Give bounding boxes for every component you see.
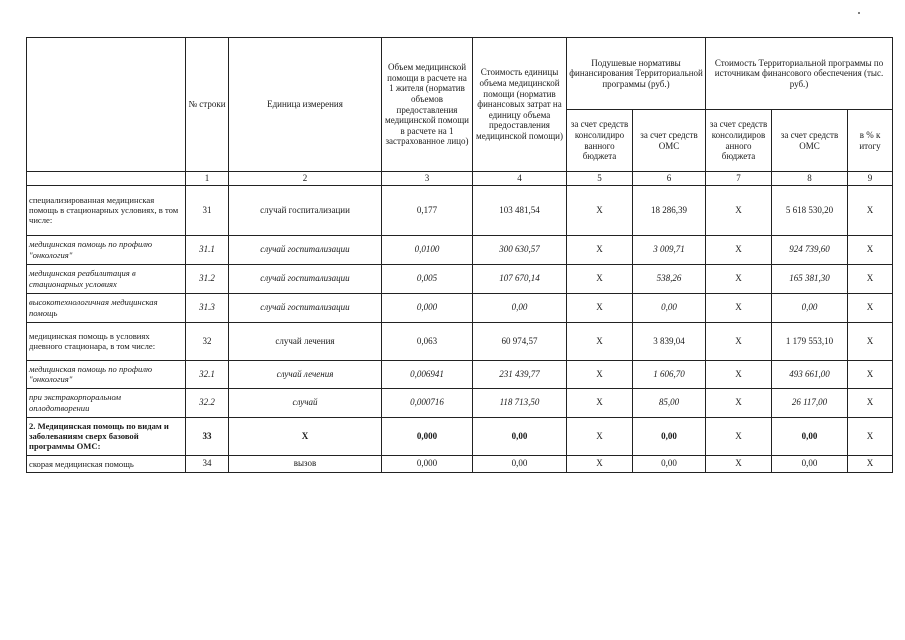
row-consol-budget: X bbox=[567, 185, 633, 235]
table-row bbox=[27, 388, 893, 417]
row-oms-total: 5 618 530,20 bbox=[772, 185, 848, 235]
row-cost: 118 713,50 bbox=[473, 388, 567, 417]
header-row-no: № строки bbox=[186, 38, 229, 172]
row-consol-budget-total: X bbox=[706, 264, 772, 293]
row-oms: 0,00 bbox=[633, 293, 706, 322]
header-unit: Единица измерения bbox=[229, 38, 382, 172]
col-number: 3 bbox=[382, 172, 473, 186]
row-oms: 3 009,71 bbox=[633, 235, 706, 264]
row-unit: случай bbox=[229, 388, 382, 417]
row-percent: X bbox=[848, 360, 893, 388]
row-volume: 0,0100 bbox=[382, 235, 473, 264]
row-consol-budget: X bbox=[567, 455, 633, 472]
row-cost: 0,00 bbox=[473, 417, 567, 455]
col-number: 9 bbox=[848, 172, 893, 186]
row-name: скорая медицинская помощь bbox=[27, 455, 186, 472]
row-number: 33 bbox=[186, 417, 229, 455]
table-row bbox=[27, 293, 893, 322]
row-unit: вызов bbox=[229, 455, 382, 472]
row-volume: 0,000 bbox=[382, 293, 473, 322]
row-unit: случай госпитализации bbox=[229, 185, 382, 235]
row-consol-budget: X bbox=[567, 322, 633, 360]
row-name: медицинская реабилитация в стационарных условиях bbox=[27, 264, 186, 293]
row-cost: 60 974,57 bbox=[473, 322, 567, 360]
col-number: 1 bbox=[186, 172, 229, 186]
row-consol-budget-total: X bbox=[706, 322, 772, 360]
row-consol-budget-total: X bbox=[706, 293, 772, 322]
header-consol-budget-a: за счет средств консолидиро ванного бюджета bbox=[567, 110, 633, 172]
row-oms-total: 1 179 553,10 bbox=[772, 322, 848, 360]
table-row bbox=[27, 264, 893, 293]
header-oms-a: за счет средств ОМС bbox=[633, 110, 706, 172]
header-percent: в % к итогу bbox=[848, 110, 893, 172]
row-unit: случай госпитализации bbox=[229, 264, 382, 293]
row-name: медицинская помощь по профилю "онкология" bbox=[27, 235, 186, 264]
row-oms-total: 0,00 bbox=[772, 293, 848, 322]
row-oms: 0,00 bbox=[633, 417, 706, 455]
table-row bbox=[27, 417, 893, 455]
row-consol-budget: X bbox=[567, 293, 633, 322]
row-unit: X bbox=[229, 417, 382, 455]
row-cost: 0,00 bbox=[473, 455, 567, 472]
row-percent: X bbox=[848, 322, 893, 360]
row-unit: случай лечения bbox=[229, 322, 382, 360]
column-number-row bbox=[27, 172, 893, 186]
row-cost: 103 481,54 bbox=[473, 185, 567, 235]
header-per-capita: Подушевые нормативы финансирования Территориальной программы (руб.) bbox=[567, 38, 706, 110]
header-program-cost: Стоимость Территориальной программы по источникам финансового обеспечения (тыс. руб.) bbox=[706, 38, 893, 110]
row-unit: случай лечения bbox=[229, 360, 382, 388]
header-consol-budget-b: за счет средств консолидиров анного бюджета bbox=[706, 110, 772, 172]
row-consol-budget: X bbox=[567, 264, 633, 293]
row-number: 31.2 bbox=[186, 264, 229, 293]
col-number-blank bbox=[27, 172, 186, 186]
row-consol-budget: X bbox=[567, 388, 633, 417]
row-percent: X bbox=[848, 185, 893, 235]
row-cost: 107 670,14 bbox=[473, 264, 567, 293]
col-number: 2 bbox=[229, 172, 382, 186]
row-name: медицинская помощь по профилю "онкология" bbox=[27, 360, 186, 388]
table-row bbox=[27, 185, 893, 235]
row-name: высокотехнологичная медицинская помощь bbox=[27, 293, 186, 322]
header-cost: Стоимость единицы объема медицинской помощи (норматив финансовых затрат на единицу объема предоставления медицинской помощи) bbox=[473, 38, 567, 172]
row-percent: X bbox=[848, 293, 893, 322]
financing-table bbox=[26, 37, 893, 473]
row-cost: 0,00 bbox=[473, 293, 567, 322]
row-volume: 0,177 bbox=[382, 185, 473, 235]
row-oms: 1 606,70 bbox=[633, 360, 706, 388]
row-name: специализированная медицинская помощь в стационарных условиях, в том числе: bbox=[27, 185, 186, 235]
row-volume: 0,063 bbox=[382, 322, 473, 360]
table-row bbox=[27, 235, 893, 264]
row-name: медицинская помощь в условиях дневного стационара, в том числе: bbox=[27, 322, 186, 360]
row-unit: случай госпитализации bbox=[229, 235, 382, 264]
row-oms: 538,26 bbox=[633, 264, 706, 293]
row-volume: 0,006941 bbox=[382, 360, 473, 388]
header-oms-b: за счет средств ОМС bbox=[772, 110, 848, 172]
row-percent: X bbox=[848, 264, 893, 293]
row-name: при экстракорпоральном оплодотворении bbox=[27, 388, 186, 417]
col-number: 8 bbox=[772, 172, 848, 186]
row-consol-budget-total: X bbox=[706, 455, 772, 472]
row-volume: 0,000 bbox=[382, 455, 473, 472]
header-volume: Объем медицинской помощи в расчете на 1 жителя (норматив объемов предоставления медицинской помощи в расчете на 1 застрахованное лицо) bbox=[382, 38, 473, 172]
row-oms-total: 0,00 bbox=[772, 417, 848, 455]
row-percent: X bbox=[848, 388, 893, 417]
scan-speck bbox=[858, 12, 860, 14]
table-row bbox=[27, 360, 893, 388]
row-volume: 0,000 bbox=[382, 417, 473, 455]
row-volume: 0,005 bbox=[382, 264, 473, 293]
row-oms-total: 0,00 bbox=[772, 455, 848, 472]
row-consol-budget: X bbox=[567, 235, 633, 264]
row-oms: 85,00 bbox=[633, 388, 706, 417]
row-oms: 0,00 bbox=[633, 455, 706, 472]
row-number: 32.1 bbox=[186, 360, 229, 388]
row-oms-total: 165 381,30 bbox=[772, 264, 848, 293]
table-row bbox=[27, 322, 893, 360]
row-oms: 3 839,04 bbox=[633, 322, 706, 360]
row-number: 34 bbox=[186, 455, 229, 472]
row-name: 2. Медицинская помощь по видам и заболеваниям сверх базовой программы ОМС: bbox=[27, 417, 186, 455]
table-row bbox=[27, 455, 893, 472]
col-number: 7 bbox=[706, 172, 772, 186]
row-consol-budget: X bbox=[567, 360, 633, 388]
row-number: 32.2 bbox=[186, 388, 229, 417]
row-oms-total: 493 661,00 bbox=[772, 360, 848, 388]
header-name-cell bbox=[27, 38, 186, 172]
row-cost: 300 630,57 bbox=[473, 235, 567, 264]
row-percent: X bbox=[848, 417, 893, 455]
row-number: 31 bbox=[186, 185, 229, 235]
col-number: 5 bbox=[567, 172, 633, 186]
row-unit: случай госпитализации bbox=[229, 293, 382, 322]
row-oms: 18 286,39 bbox=[633, 185, 706, 235]
row-percent: X bbox=[848, 235, 893, 264]
row-consol-budget-total: X bbox=[706, 235, 772, 264]
row-consol-budget-total: X bbox=[706, 417, 772, 455]
row-consol-budget-total: X bbox=[706, 388, 772, 417]
row-percent: X bbox=[848, 455, 893, 472]
row-number: 31.1 bbox=[186, 235, 229, 264]
row-cost: 231 439,77 bbox=[473, 360, 567, 388]
row-oms-total: 924 739,60 bbox=[772, 235, 848, 264]
row-consol-budget: X bbox=[567, 417, 633, 455]
col-number: 6 bbox=[633, 172, 706, 186]
col-number: 4 bbox=[473, 172, 567, 186]
row-volume: 0,000716 bbox=[382, 388, 473, 417]
row-consol-budget-total: X bbox=[706, 185, 772, 235]
row-oms-total: 26 117,00 bbox=[772, 388, 848, 417]
row-number: 32 bbox=[186, 322, 229, 360]
header-row-top bbox=[27, 38, 893, 110]
row-consol-budget-total: X bbox=[706, 360, 772, 388]
row-number: 31.3 bbox=[186, 293, 229, 322]
